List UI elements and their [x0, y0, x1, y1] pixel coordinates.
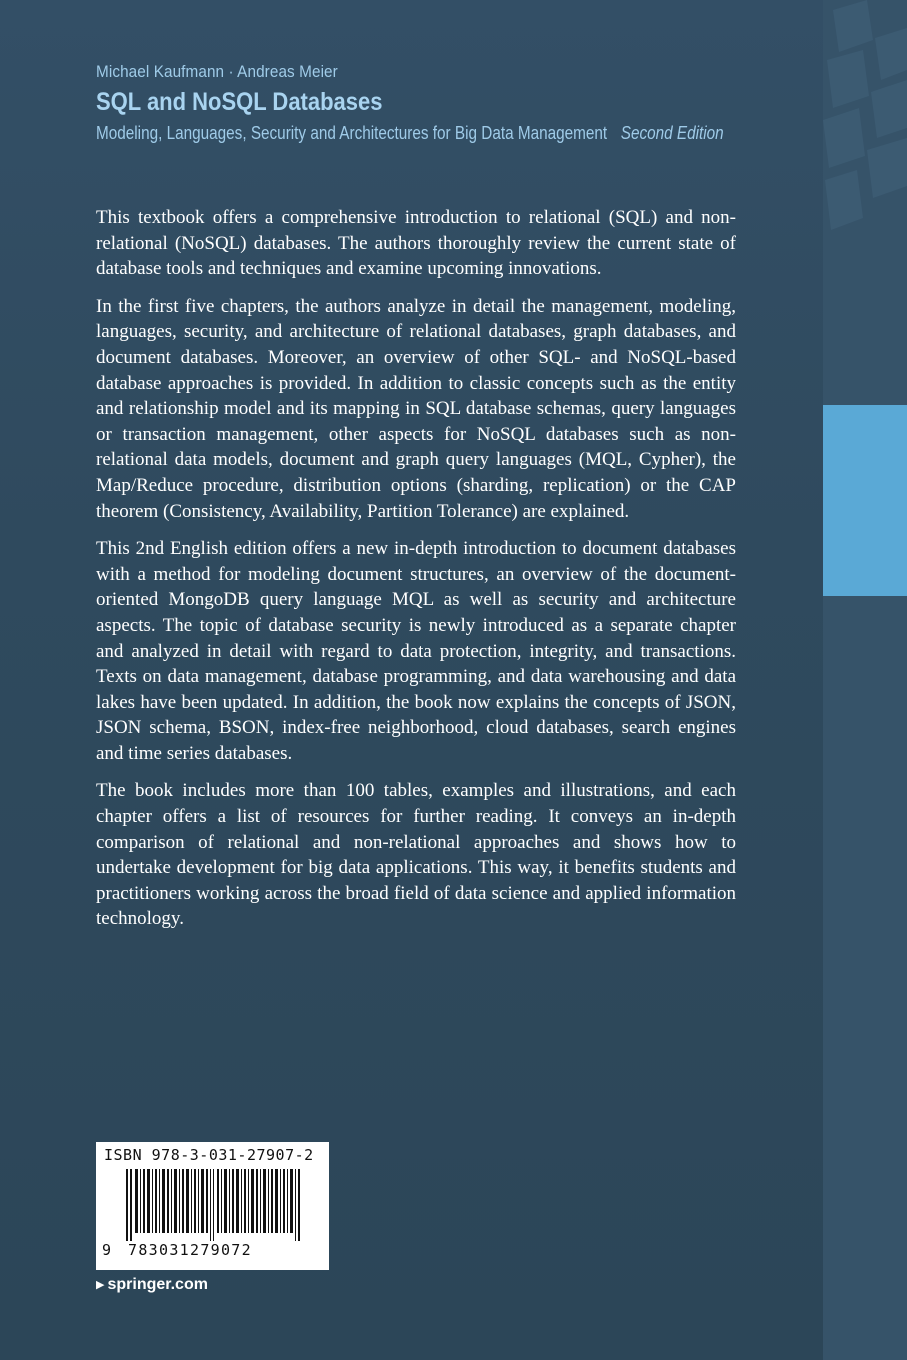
- blurb: [96, 205, 736, 944]
- subtitle-row: [96, 123, 724, 144]
- spine-pattern: [823, 0, 907, 240]
- blurb-paragraph: In the first five chapters, the authors analyze in detail the management, modeling, languages, security, and architecture of relational databases, graph databases, and document databases. Moreover, an overview of other SQL- and NoSQL-based database approaches is provided. In addition to classic concepts such as the entity and relationship model and its mapping in SQL database schemas, query languages or transaction management, other aspects for NoSQL databases such as non-relational data models, document and graph query languages (MQL, Cypher), the Map/Reduce procedure, distribution options (sharding, replication) or the CAP theorem (Consistency, Availability, Partition Tolerance) are explained.: [96, 295, 736, 522]
- blurb-paragraph: This 2nd English edition offers a new in-depth introduction to document databases with a method for modeling document structures, an overview of the document-oriented MongoDB query language MQL as well as security and architecture aspects. The topic of database security is newly introduced as a separate chapter and analyzed in detail with regard to data protection, integrity, and transactions. Texts on data management, database programming, and data warehousing and data lakes have been updated. In addition, the book now explains the concepts of JSON, JSON schema, BSON, index-free neighborhood, cloud databases, search engines and time series databases.: [96, 538, 736, 764]
- blurb-paragraph: The book includes more than 100 tables, examples and illustrations, and each chapter offers a list of resources for further reading. It conveys an in-depth comparison of relational and non-relational approaches and shows how to undertake development for big data applications. This way, it benefits students and practitioners working across the broad field of data science and applied information technology.: [96, 780, 736, 930]
- blurb-paragraph: This textbook offers a comprehensive introduction to relational (SQL) and non-relational (NoSQL) databases. The authors thoroughly review the current state of database tools and techniques and examine upcoming innovations.: [96, 207, 736, 280]
- barcode-first-digit: 9: [102, 1241, 112, 1259]
- publisher-website: springer.com: [107, 1276, 208, 1293]
- barcode-digits: 783031279072: [128, 1241, 252, 1259]
- book-subtitle: Modeling, Languages, Security and Architectures for Big Data Management: [96, 123, 608, 143]
- spine-accent-block: [823, 405, 907, 596]
- arrow-right-icon: ▶: [96, 1279, 105, 1291]
- isbn-label: ISBN 978-3-031-27907-2: [104, 1146, 314, 1164]
- edition-label: Second Edition: [620, 123, 724, 143]
- barcode-bars: [96, 1169, 329, 1241]
- publisher-link[interactable]: [96, 1276, 208, 1294]
- authors: Michael Kaufmann · Andreas Meier: [96, 62, 338, 81]
- cover-header: [96, 62, 796, 144]
- book-title: SQL and NoSQL Databases: [96, 88, 383, 116]
- isbn-barcode: [96, 1142, 329, 1270]
